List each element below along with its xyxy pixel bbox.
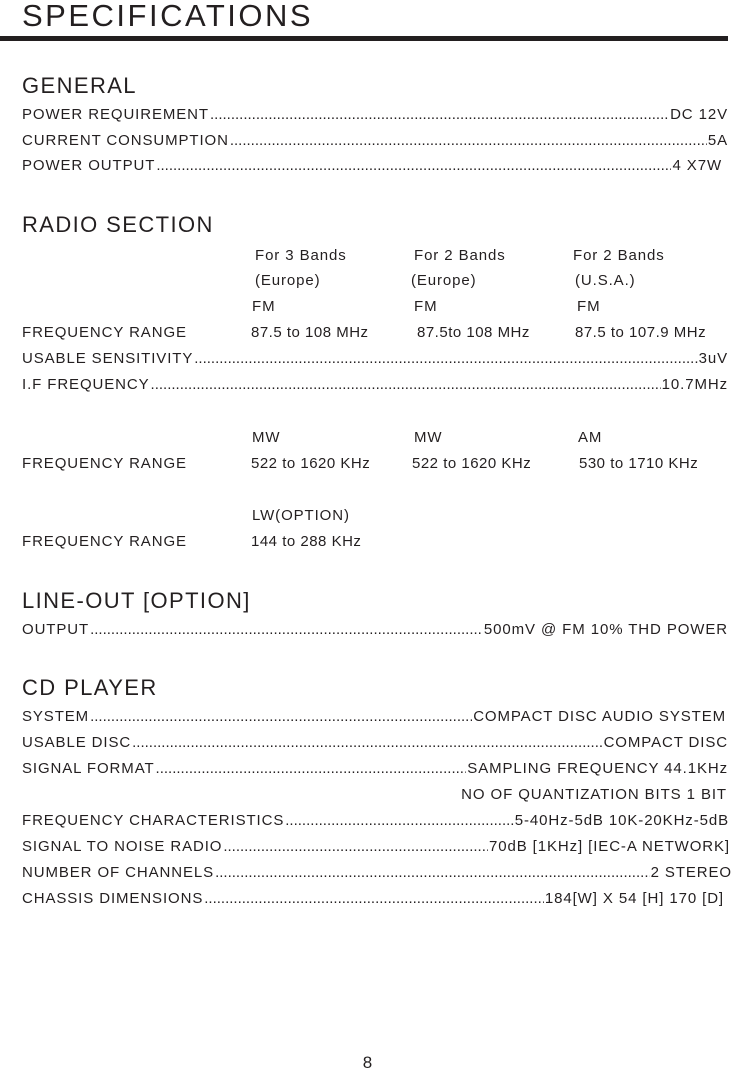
page-title: SPECIFICATIONS bbox=[22, 0, 314, 33]
spec-value: 500mV @ FM 10% THD POWER bbox=[483, 621, 728, 638]
spec-label: SYSTEM bbox=[22, 708, 90, 725]
spec-label: SIGNAL TO NOISE RADIO bbox=[22, 838, 223, 855]
fm-range-1: 87.5 to 108 MHz bbox=[251, 324, 369, 341]
leader-dots bbox=[285, 811, 514, 831]
leader-dots bbox=[132, 733, 602, 753]
mw-band-2: MW bbox=[414, 429, 443, 446]
spec-row-power-requirement bbox=[22, 105, 728, 125]
spec-label: POWER REQUIREMENT bbox=[22, 106, 209, 123]
radio-heading: RADIO SECTION bbox=[22, 212, 214, 237]
page-number: 8 bbox=[362, 1053, 373, 1072]
spec-row-frequency-characteristics bbox=[22, 811, 729, 831]
column-bands-1: For 3 Bands bbox=[255, 247, 347, 264]
spec-value: 10.7MHz bbox=[661, 376, 728, 393]
spec-row-usable-sensitivity bbox=[22, 349, 728, 369]
leader-dots bbox=[215, 863, 650, 883]
lw-range: 144 to 288 KHz bbox=[251, 533, 362, 550]
am-range-3: 530 to 1710 KHz bbox=[579, 455, 699, 472]
leader-dots bbox=[230, 131, 707, 151]
leader-dots bbox=[156, 156, 671, 176]
leader-dots bbox=[223, 837, 488, 857]
spec-value: 3uV bbox=[698, 350, 728, 367]
mw-frequency-range-label: FREQUENCY RANGE bbox=[22, 455, 187, 472]
spec-label: USABLE DISC bbox=[22, 734, 132, 751]
spec-label: CHASSIS DIMENSIONS bbox=[22, 890, 204, 907]
spec-label: POWER OUTPUT bbox=[22, 157, 156, 174]
spec-value: COMPACT DISC bbox=[603, 734, 728, 751]
lineout-heading: LINE-OUT [OPTION] bbox=[22, 588, 251, 613]
fm-band-3: FM bbox=[577, 298, 601, 315]
spec-row-chassis-dimensions bbox=[22, 889, 724, 909]
spec-row-output bbox=[22, 620, 728, 640]
spec-value: SAMPLING FREQUENCY 44.1KHz bbox=[467, 760, 728, 777]
am-band-3: AM bbox=[578, 429, 603, 446]
spec-value: 5A bbox=[707, 132, 728, 149]
spec-row-system bbox=[22, 707, 726, 727]
spec-row-number-of-channels bbox=[22, 863, 732, 883]
leader-dots bbox=[194, 349, 697, 369]
fm-frequency-range-label: FREQUENCY RANGE bbox=[22, 324, 187, 341]
column-bands-3: For 2 Bands bbox=[573, 247, 665, 264]
spec-label: CURRENT CONSUMPTION bbox=[22, 132, 229, 149]
fm-range-3: 87.5 to 107.9 MHz bbox=[575, 324, 707, 341]
fm-range-2: 87.5to 108 MHz bbox=[417, 324, 530, 341]
leader-dots bbox=[151, 375, 661, 395]
spec-value: DC 12V bbox=[670, 106, 728, 123]
spec-label: USABLE SENSITIVITY bbox=[22, 350, 194, 367]
cd-heading: CD PLAYER bbox=[22, 675, 158, 700]
leader-dots bbox=[90, 620, 483, 640]
spec-value: 70dB [1KHz] [IEC-A NETWORK] bbox=[488, 838, 730, 855]
spec-label: OUTPUT bbox=[22, 621, 90, 638]
spec-row-power-output bbox=[22, 156, 722, 176]
spec-label: SIGNAL FORMAT bbox=[22, 760, 155, 777]
spec-value: 5-40Hz-5dB 10K-20KHz-5dB bbox=[514, 812, 729, 829]
general-heading: GENERAL bbox=[22, 73, 137, 98]
spec-value: 2 STEREO bbox=[650, 864, 732, 881]
spec-label: FREQUENCY CHARACTERISTICS bbox=[22, 812, 285, 829]
mw-band-1: MW bbox=[252, 429, 281, 446]
column-region-2: (Europe) bbox=[411, 272, 477, 289]
spec-value: COMPACT DISC AUDIO SYSTEM bbox=[473, 708, 726, 725]
spec-value: 184[W] X 54 [H] 170 [D] bbox=[544, 890, 724, 907]
spec-row-usable-disc bbox=[22, 733, 728, 753]
leader-dots bbox=[90, 707, 472, 727]
mw-range-2: 522 to 1620 KHz bbox=[412, 455, 532, 472]
lw-frequency-range-label: FREQUENCY RANGE bbox=[22, 533, 187, 550]
leader-dots bbox=[204, 889, 544, 909]
fm-band-2: FM bbox=[414, 298, 438, 315]
spec-value: 4 X7W bbox=[672, 157, 722, 174]
title-rule bbox=[0, 36, 728, 41]
leader-dots bbox=[156, 759, 467, 779]
leader-dots bbox=[210, 105, 669, 125]
column-region-3: (U.S.A.) bbox=[575, 272, 636, 289]
spec-row-if-frequency bbox=[22, 375, 728, 395]
lw-band: LW(OPTION) bbox=[252, 507, 350, 524]
spec-row-signal-format bbox=[22, 759, 728, 779]
spec-label: NUMBER OF CHANNELS bbox=[22, 864, 215, 881]
fm-band-1: FM bbox=[252, 298, 276, 315]
mw-range-1: 522 to 1620 KHz bbox=[251, 455, 371, 472]
spec-label: I.F FREQUENCY bbox=[22, 376, 150, 393]
signal-format-extra: NO OF QUANTIZATION BITS 1 BIT bbox=[461, 786, 727, 803]
spec-row-signal-to-noise bbox=[22, 837, 730, 857]
spec-row-current-consumption bbox=[22, 131, 728, 151]
column-bands-2: For 2 Bands bbox=[414, 247, 506, 264]
column-region-1: (Europe) bbox=[255, 272, 321, 289]
